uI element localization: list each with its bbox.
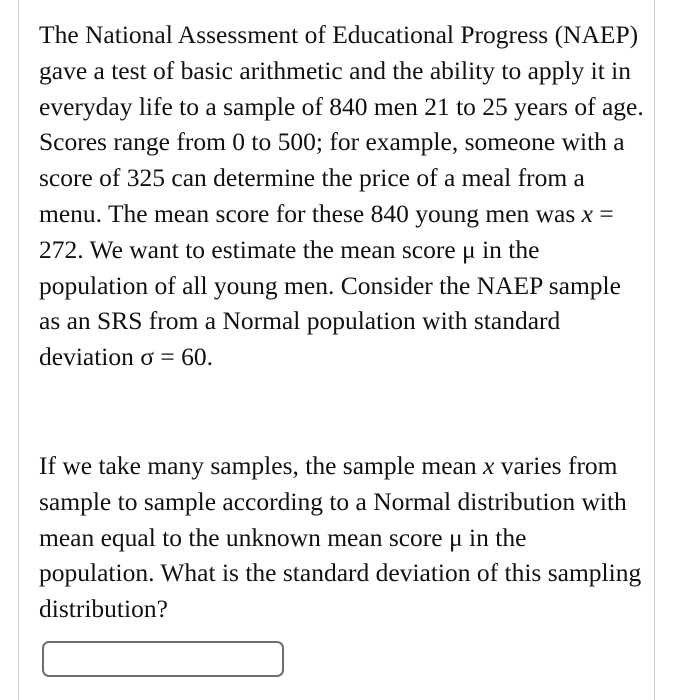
question-paragraph-context	[39, 17, 647, 375]
prompt-text-start: If we take many samples, the sample mean	[39, 451, 483, 480]
answer-input[interactable]	[42, 641, 284, 677]
context-text-start: The National Assessment of Educational Progress (NAEP) gave a test of basic arithmetic and the ability to apply it in everyday life to a sample of 840 men 21 to 25 years of age. Scores range from 0 to 500; for example, someone with a score of 325 can determine the price of a meal from a menu. The mean score for these 840 young men was	[39, 20, 644, 228]
sample-mean-symbol: x	[581, 198, 593, 228]
sample-mean-symbol-2: x	[482, 451, 495, 480]
context-text-end: = 272. We want to estimate the mean score μ in the population of all young men. Consider the NAEP sample as an SRS from a Normal population with standard deviation σ = 60.	[39, 198, 621, 372]
prompt-text-end: varies from sample to sample according to a Normal distribution with mean equal to the unknown mean score μ in the population. What is the standard deviation of this sampling distribution?	[39, 451, 642, 624]
question-card	[18, 0, 655, 700]
question-paragraph-prompt	[39, 448, 647, 627]
